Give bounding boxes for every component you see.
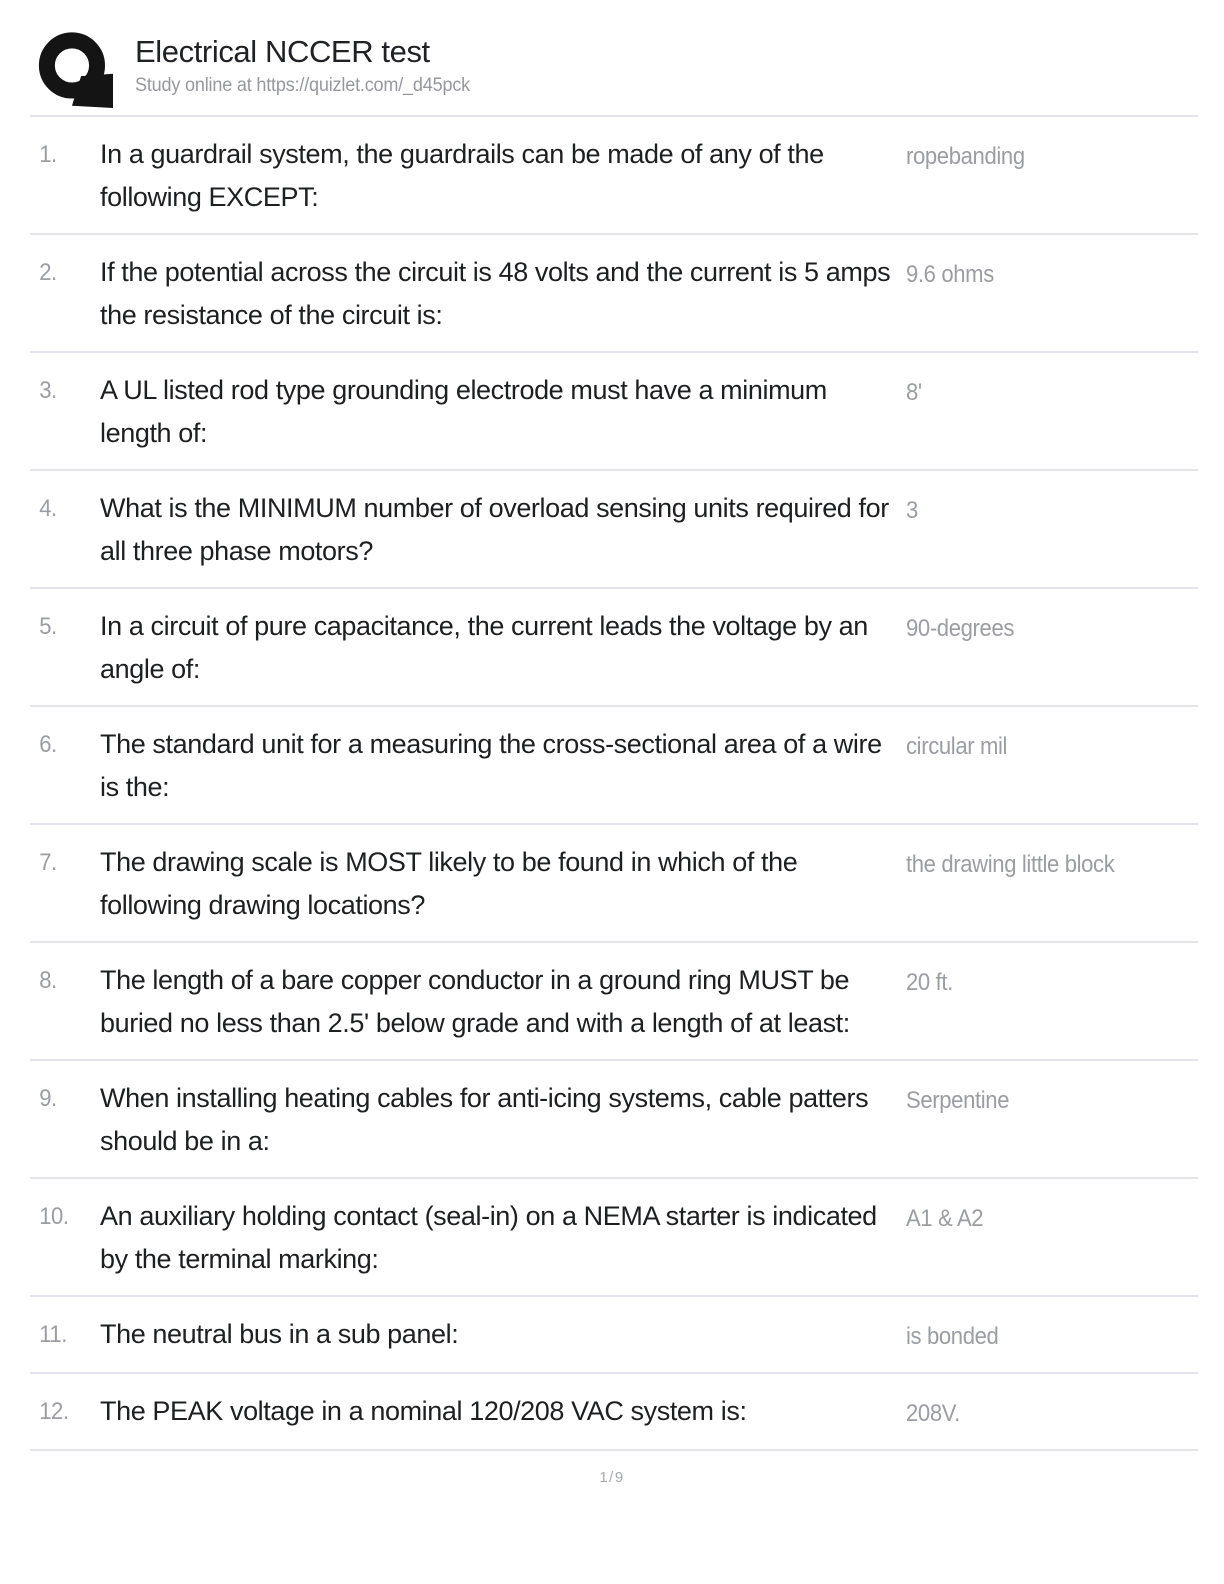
question-number: 4. bbox=[39, 495, 57, 522]
answer-text: the drawing little block bbox=[906, 851, 1115, 878]
question-text: An auxiliary holding contact (seal-in) on a NEMA starter is indicated by the terminal marking: bbox=[100, 1201, 877, 1274]
question-text: In a circuit of pure capacitance, the current leads the voltage by an angle of: bbox=[100, 611, 868, 684]
question-row bbox=[30, 943, 1198, 1061]
question-row bbox=[30, 1374, 1198, 1451]
answer-text: A1 & A2 bbox=[906, 1205, 984, 1232]
question-row bbox=[30, 471, 1198, 589]
page-title: Electrical NCCER test bbox=[135, 34, 430, 69]
answer-text: circular mil bbox=[906, 733, 1008, 760]
answer-text: 90-degrees bbox=[906, 615, 1015, 642]
question-row bbox=[30, 235, 1198, 353]
answer-text: ropebanding bbox=[906, 143, 1025, 170]
question-list bbox=[30, 117, 1198, 1451]
answer-text: 8' bbox=[906, 379, 922, 406]
question-row bbox=[30, 1179, 1198, 1297]
page-number: 1/9 bbox=[599, 1469, 625, 1486]
study-online-url: Study online at https://quizlet.com/_d45pck bbox=[135, 74, 470, 96]
question-number: 5. bbox=[39, 613, 57, 640]
question-number: 11. bbox=[39, 1321, 67, 1348]
question-text: What is the MINIMUM number of overload sensing units required for all three phase motors? bbox=[100, 493, 889, 566]
question-row bbox=[30, 589, 1198, 707]
question-number: 6. bbox=[39, 731, 57, 758]
answer-text: Serpentine bbox=[906, 1087, 1010, 1114]
page-header bbox=[0, 0, 1224, 115]
question-row bbox=[30, 1297, 1198, 1374]
question-text: In a guardrail system, the guardrails can be made of any of the following EXCEPT: bbox=[100, 139, 824, 212]
answer-text: 9.6 ohms bbox=[906, 261, 994, 288]
question-number: 9. bbox=[39, 1085, 57, 1112]
question-text: The length of a bare copper conductor in a ground ring MUST be buried no less than 2.5' below grade and with a length of at least: bbox=[100, 965, 850, 1038]
question-text: A UL listed rod type grounding electrode must have a minimum length of: bbox=[100, 375, 827, 448]
question-number: 3. bbox=[39, 377, 57, 404]
question-number: 1. bbox=[39, 141, 57, 168]
question-row bbox=[30, 1061, 1198, 1179]
question-row bbox=[30, 117, 1198, 235]
quizlet-q-logo-icon bbox=[37, 27, 113, 113]
answer-text: 208V. bbox=[906, 1400, 960, 1427]
header-text-block bbox=[135, 27, 488, 97]
answer-text: 3 bbox=[906, 497, 918, 524]
question-text: The drawing scale is MOST likely to be found in which of the following drawing locations? bbox=[100, 847, 798, 920]
question-number: 10. bbox=[39, 1203, 69, 1230]
question-text: If the potential across the circuit is 48 volts and the current is 5 amps the resistance of the circuit is: bbox=[100, 257, 891, 330]
question-number: 12. bbox=[39, 1398, 69, 1425]
question-row bbox=[30, 825, 1198, 943]
question-text: The standard unit for a measuring the cross-sectional area of a wire is the: bbox=[100, 729, 882, 802]
question-number: 7. bbox=[39, 849, 57, 876]
question-number: 2. bbox=[39, 259, 57, 286]
question-row bbox=[30, 707, 1198, 825]
question-text: The neutral bus in a sub panel: bbox=[100, 1319, 459, 1349]
answer-text: 20 ft. bbox=[906, 969, 953, 996]
question-text: The PEAK voltage in a nominal 120/208 VAC system is: bbox=[100, 1396, 747, 1426]
question-text: When installing heating cables for anti-icing systems, cable patters should be in a: bbox=[100, 1083, 869, 1156]
question-row bbox=[30, 353, 1198, 471]
question-number: 8. bbox=[39, 967, 57, 994]
answer-text: is bonded bbox=[906, 1323, 999, 1350]
